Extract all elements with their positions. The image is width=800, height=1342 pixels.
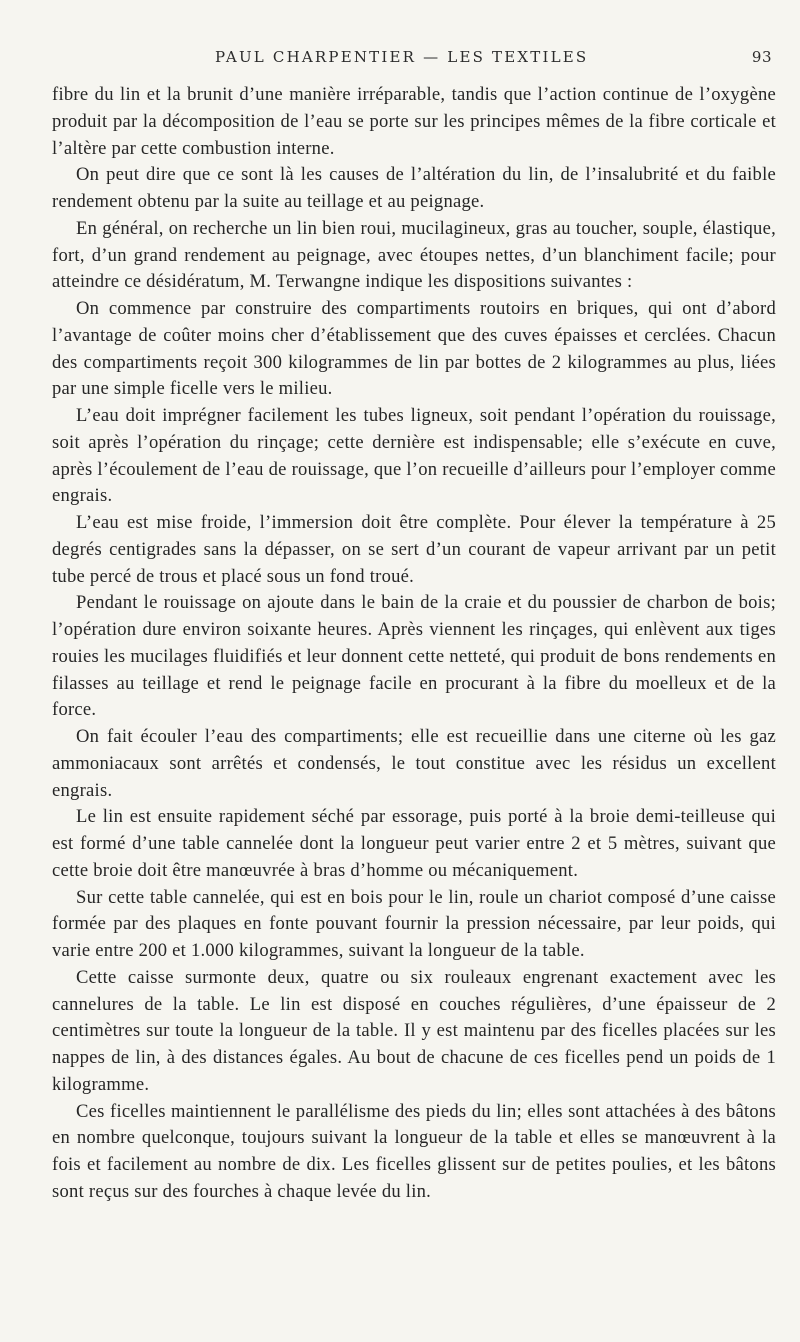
paragraph: Le lin est ensuite rapidement séché par essorage, puis porté à la broie demi-teilleuse qui est formé d’une table cannelée dont la longueur peut varier entre 2 et 5 mètres, suivant que cette broie doit être manœuvrée à bras d’homme ou mécaniquement. (52, 806, 776, 881)
paragraph: Ces ficelles maintiennent le parallélisme des pieds du lin; elles sont attachées à des bâtons en nombre quelconque, toujours suivant la longueur de la table et elles se manœuvrent à la fois et facilement au nombre de dix. Les ficelles glissent sur de petites poulies, et les bâtons sont reçus sur des fourches à chaque levée du lin. (52, 1100, 776, 1202)
paragraph: Sur cette table cannelée, qui est en bois pour le lin, roule un chariot composé d’une caisse formée par des plaques en fonte pouvant fournir la pression nécessaire, par leur poids, qui varie entre 200 et 1.000 kilogrammes, suivant la longueur de la table. (52, 886, 776, 961)
paragraph: On fait écouler l’eau des compartiments; elle est recueillie dans une citerne où les gaz ammoniacaux sont arrêtés et condensés, le tout constitue avec les résidus un excellent engrais. (52, 726, 776, 801)
paragraph: Cette caisse surmonte deux, quatre ou six rouleaux engrenant exactement avec les cannelures de la table. Le lin est disposé en couches régulières, d’une épaisseur de 2 centimètres sur toute la longueur de la table. Il y est maintenu par des ficelles placées sur les nappes de lin, à des distances égales. Au bout de chacune de ces ficelles pend un poids de 1 kilogramme. (52, 966, 776, 1095)
paragraph: En général, on recherche un lin bien roui, mucilagineux, gras au toucher, souple, élastique, fort, d’un grand rendement au peignage, avec étoupes nettes, d’un blanchiment facile; pour atteindre ce désidératum, M. Terwangne indique les dispositions suivantes : (52, 217, 776, 293)
paragraph-continuation: fibre du lin et la brunit d’une manière irréparable, tandis que l’action continue de l’oxygène produit par la décomposition de l’eau se porte sur les principes mêmes de la fibre corticale et l’altère par cette combustion interne. (52, 84, 776, 159)
body-text (52, 82, 776, 1206)
paragraph: L’eau est mise froide, l’immersion doit être complète. Pour élever la température à 25 degrés centigrades sans la dépasser, on se sert d’un courant de vapeur arrivant par un petit tube percé de trous et placé sous un fond troué. (52, 512, 776, 587)
paragraph: Pendant le rouissage on ajoute dans le bain de la craie et du poussier de charbon de bois; l’opération dure environ soixante heures. Après viennent les rinçages, qui enlèvent aux tiges rouies les mucilages fluidifiés et leur donnent cette netteté, qui produit de bons rendements en filasses au teillage et rend le peignage facile en procurant à la fibre du moelleux et de la force. (52, 592, 776, 721)
running-head: PAUL CHARPENTIER — LES TEXTILES (215, 48, 589, 66)
paragraph: On commence par construire des compartiments routoirs en briques, qui ont d’abord l’avantage de coûter moins cher d’établissement que des cuves épaisses et cerclées. Chacun des compartiments reçoit 300 kilogrammes de lin par bottes de 2 kilogrammes au plus, liées par une simple ficelle vers le milieu. (52, 298, 776, 400)
paragraph: L’eau doit imprégner facilement les tubes ligneux, soit pendant l’opération du rouissage, soit après l’opération du rinçage; cette dernière est indispensable; elle s’exécute en cuve, après l’écoulement de l’eau de rouissage, que l’on recueille d’ailleurs pour l’employer comme engrais. (52, 405, 776, 507)
paragraph: On peut dire que ce sont là les causes de l’altération du lin, de l’insalubrité et du faible rendement obtenu par la suite au teillage et au peignage. (52, 164, 776, 212)
page-header (0, 48, 800, 72)
page-number: 93 (751, 48, 772, 66)
